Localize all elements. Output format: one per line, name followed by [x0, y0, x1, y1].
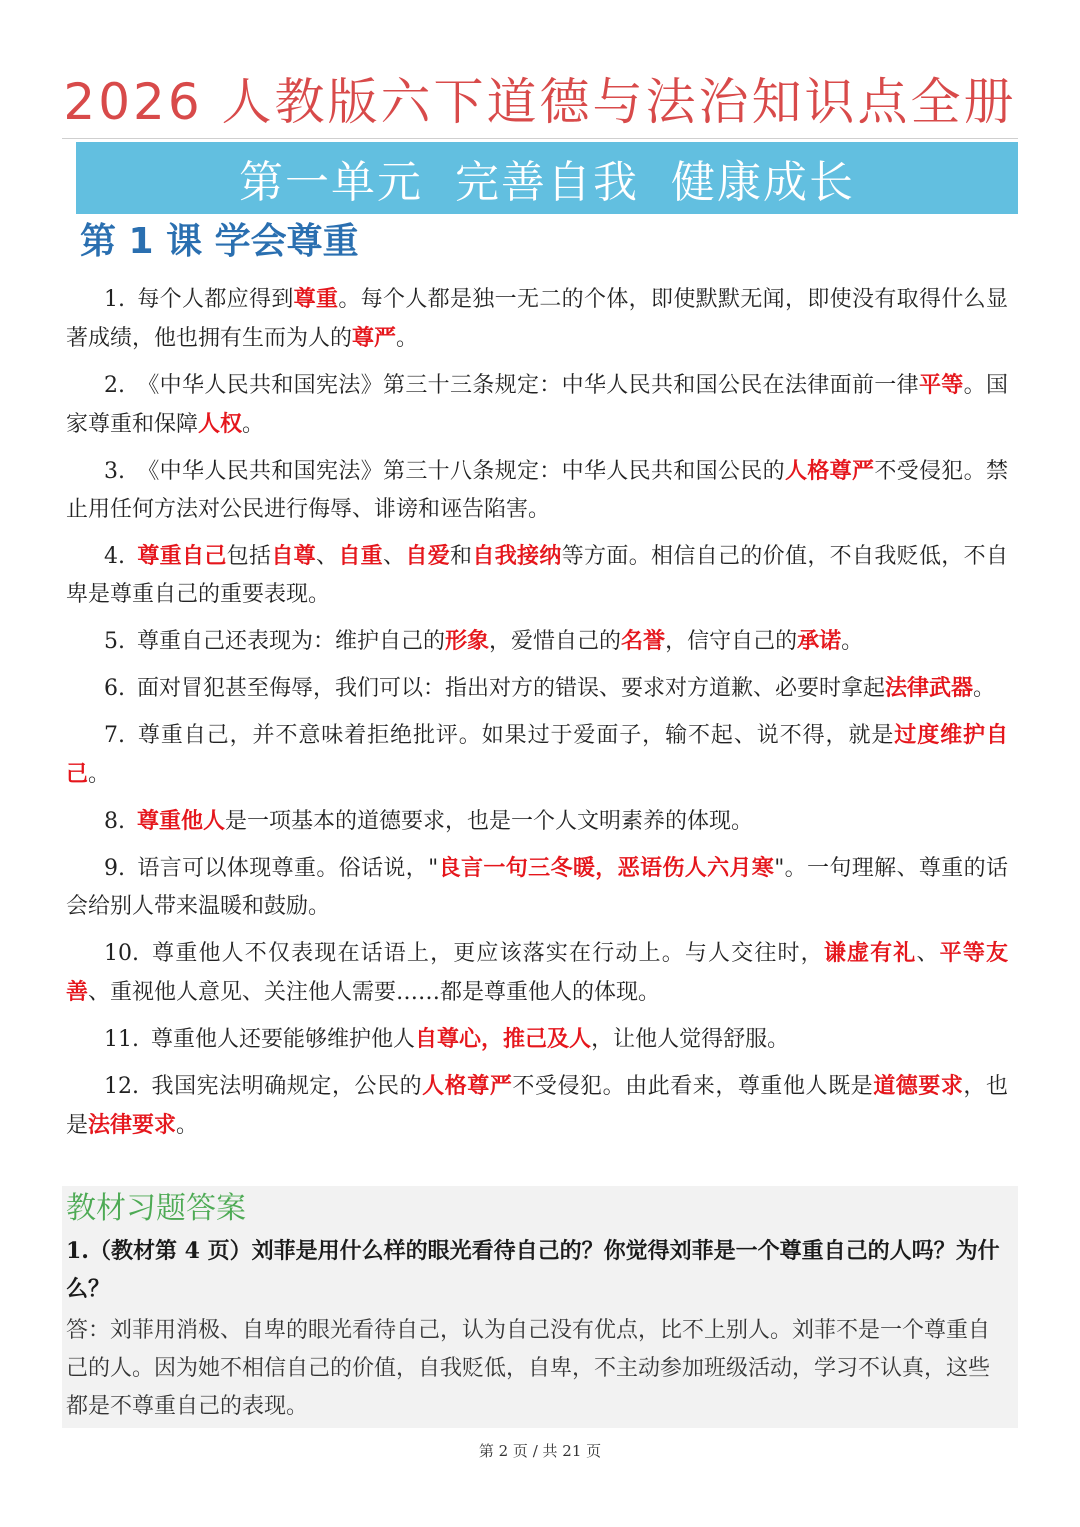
point-number: 11. — [104, 1027, 139, 1052]
point-text: 。 — [176, 1113, 199, 1138]
point-number: 2. — [104, 373, 125, 398]
knowledge-point — [66, 802, 1008, 841]
key-term: 自尊 — [271, 543, 316, 569]
key-term: 尊重他人 — [137, 808, 226, 834]
title-divider — [62, 138, 1018, 139]
point-text: 《中华人民共和国宪法》第三十八条规定：中华人民共和国公民的 — [137, 459, 785, 484]
key-term: 良言一句三冬暖，恶语伤人六月寒 — [438, 855, 775, 881]
point-text: ，信守自己的 — [665, 629, 798, 654]
key-term: 道德要求 — [873, 1073, 964, 1099]
point-text: 。 — [973, 676, 996, 701]
point-text: 面对冒犯甚至侮辱，我们可以：指出对方的错误、要求对方道歉、必要时拿起 — [137, 676, 886, 701]
point-number: 4. — [104, 544, 125, 569]
point-text: 每个人都应得到 — [137, 287, 294, 312]
point-text: 等方面。相信自己的价值，不自我贬低，不自卑是尊重自己的重要表现。 — [66, 544, 1008, 607]
knowledge-point — [66, 716, 1008, 794]
point-number: 12. — [104, 1074, 139, 1099]
point-text: "。一句理解、尊重的话会给别人带来温暖和鼓励。 — [66, 856, 1008, 919]
point-text: 《中华人民共和国宪法》第三十三条规定：中华人民共和国公民在法律面前一律 — [137, 373, 919, 398]
point-text: ，也是 — [66, 1074, 1008, 1138]
knowledge-point — [66, 622, 1008, 661]
point-number: 5. — [104, 629, 125, 654]
knowledge-point — [66, 537, 1008, 614]
point-text: 。 — [396, 326, 419, 351]
point-text: 、 — [316, 544, 339, 569]
point-text: ，让他人觉得舒服。 — [591, 1027, 790, 1052]
knowledge-point — [66, 1020, 1008, 1059]
point-text: 。 — [242, 412, 265, 437]
knowledge-point — [66, 934, 1008, 1012]
point-text: 和 — [450, 544, 473, 569]
point-text: 不受侵犯。禁止用任何方法对公民进行侮辱、诽谤和诬告陷害。 — [66, 459, 1008, 522]
key-term: 法律要求 — [88, 1112, 177, 1138]
key-term: 谦虚有礼 — [823, 940, 917, 966]
point-text: 。国家尊重和保障 — [66, 373, 1008, 437]
key-term: 尊重 — [293, 286, 339, 312]
point-number: 7. — [104, 723, 125, 748]
point-number: 3. — [104, 459, 125, 484]
point-text: 语言可以体现尊重。俗话说，" — [137, 856, 439, 881]
point-text: 是一项基本的道德要求，也是一个人文明素养的体现。 — [225, 809, 754, 834]
point-text: 、 — [383, 544, 406, 569]
point-text: 、 — [916, 941, 940, 966]
key-term: ， — [481, 1026, 504, 1052]
exercise-question: 1.（教材第 4 页）刘菲是用什么样的眼光看待自己的？你觉得刘菲是一个尊重自己的人吗？为什么？ — [66, 1238, 1000, 1302]
key-term: 过度维护自己 — [66, 722, 1008, 787]
point-text: 、重视他人意见、关注他人需要……都是尊重他人的体现。 — [88, 980, 661, 1005]
key-term: 平等友善 — [66, 940, 1008, 1005]
unit-title: 第一单元 完善自我 健康成长 — [239, 157, 855, 208]
point-text: 包括 — [226, 544, 272, 569]
key-term: 承诺 — [797, 628, 842, 654]
key-term: 尊重自己 — [137, 543, 227, 569]
exercise-answer: 答：刘菲用消极、自卑的眼光看待自己，认为自己没有优点，比不上别人。刘菲不是一个尊重自己的人。因为她不相信自己的价值，自我贬低，自卑，不主动参加班级活动，学习不认真，这些都是不尊重自己的表现。 — [66, 1318, 991, 1419]
point-number: 9. — [104, 856, 125, 881]
document-title: 2026 人教版六下道德与法治知识点全册 — [63, 73, 1017, 131]
key-term: 自重 — [338, 543, 384, 569]
point-number: 8. — [104, 809, 125, 834]
knowledge-point — [66, 849, 1008, 926]
point-text: 尊重他人不仅表现在话语上，更应该落实在行动上。与人交往时， — [151, 941, 824, 966]
key-term: 推己及人 — [503, 1026, 592, 1052]
key-term: 人格尊严 — [784, 458, 875, 484]
point-number: 1. — [104, 287, 125, 312]
page-footer: 第 2 页 / 共 21 页 — [478, 1442, 602, 1460]
knowledge-point — [66, 366, 1008, 444]
point-number: 10. — [104, 941, 139, 966]
key-term: 尊严 — [352, 325, 397, 351]
key-term: 自尊心 — [415, 1026, 482, 1052]
key-term: 形象 — [445, 628, 490, 654]
key-term: 法律武器 — [885, 675, 974, 701]
lesson-title: 第 1 课 学会尊重 — [80, 221, 359, 262]
knowledge-point — [66, 669, 1008, 708]
point-text: 。 — [88, 762, 111, 787]
key-term: 名誉 — [621, 628, 666, 654]
point-text: ，爱惜自己的 — [489, 629, 622, 654]
key-term: 人权 — [198, 411, 243, 437]
knowledge-points-list — [66, 280, 1008, 1153]
unit-banner — [76, 142, 1018, 214]
point-text: 尊重自己，并不意味着拒绝批评。如果过于爱面子，输不起、说不得，就是 — [137, 723, 895, 748]
answers-heading: 教材习题答案 — [66, 1191, 246, 1226]
point-text: 不受侵犯。由此看来，尊重他人既是 — [512, 1074, 874, 1099]
point-number: 6. — [104, 676, 125, 701]
point-text: 尊重自己还表现为：维护自己的 — [137, 629, 446, 654]
point-text: 尊重他人还要能够维护他人 — [151, 1027, 416, 1052]
key-term: 自我接纳 — [472, 543, 562, 569]
point-text: 我国宪法明确规定，公民的 — [151, 1074, 423, 1099]
knowledge-point — [66, 452, 1008, 529]
knowledge-point — [66, 1067, 1008, 1145]
knowledge-point — [66, 280, 1008, 358]
point-text: 。 — [841, 629, 864, 654]
key-term: 平等 — [918, 372, 964, 398]
key-term: 自爱 — [405, 543, 451, 569]
point-text: 。每个人都是独一无二的个体，即使默默无闻，即使没有取得什么显著成绩，他也拥有生而为人的 — [66, 287, 1008, 351]
key-term: 人格尊严 — [422, 1073, 513, 1099]
